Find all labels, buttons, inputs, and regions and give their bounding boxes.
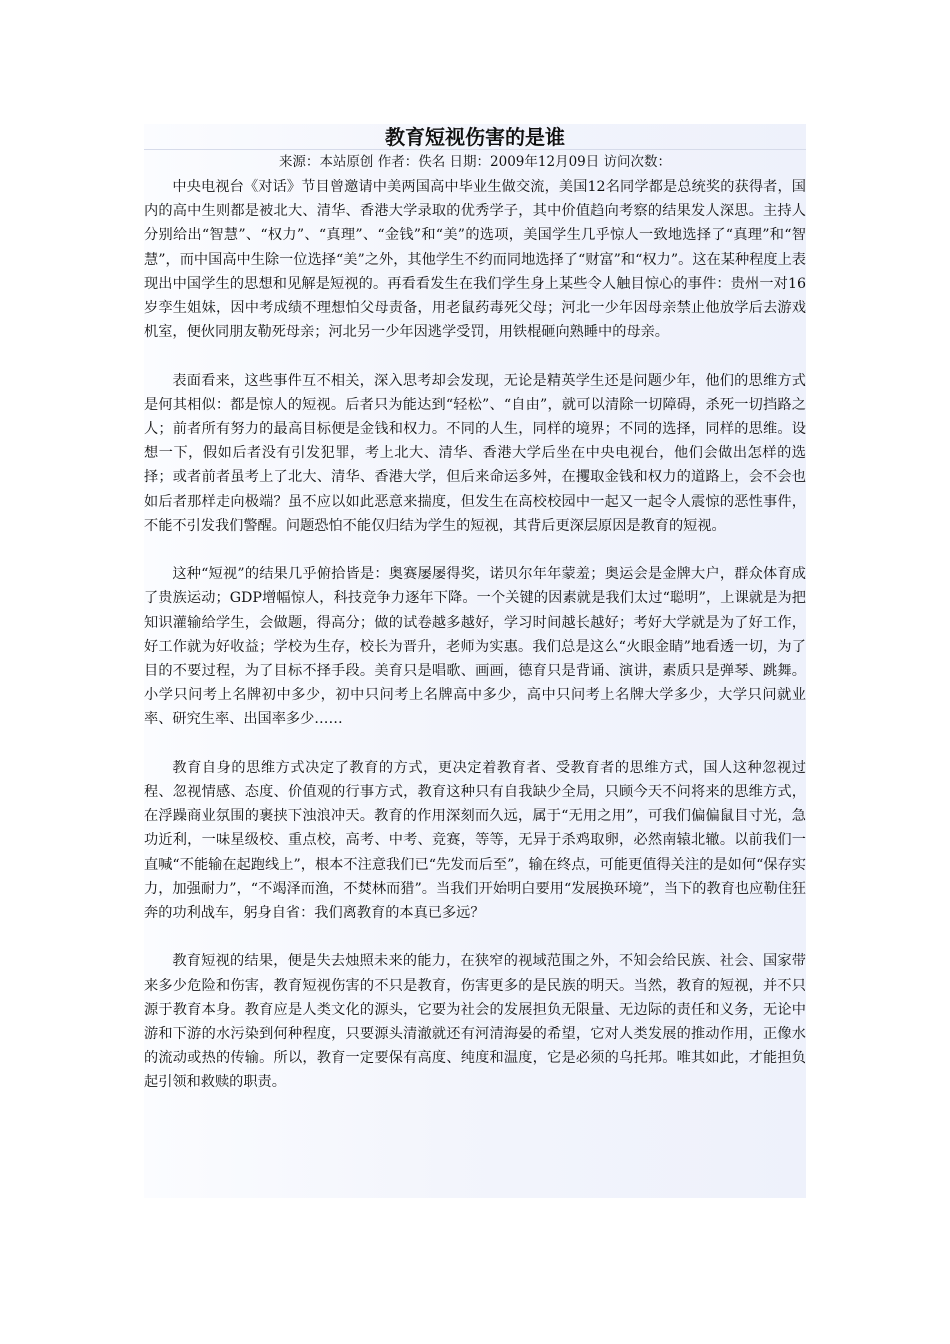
- paragraph-5: 教育短视的结果，便是失去烛照未来的能力，在狭窄的视域范围之外，不知会给民族、社会、国家带来多少危险和伤害，教育短视伤害的不只是教育，伤害更多的是民族的明天。当然，教育的短视，并不只源于教育本身。教育应是人类文化的源头，它要为社会的发展担负无限量、无边际的责任和义务，无论中游和下游的水污染到何种程度，只要源头清澈就还有河清海晏的希望，它对人类发展的推动作用，正像水的流动或热的传输。所以，教育一定要保有高度、纯度和温度，它是必须的乌托邦。唯其如此，才能担负起引领和救赎的职责。: [144, 953, 806, 1091]
- article-title: 教育短视伤害的是谁: [385, 125, 565, 149]
- paragraph-1: 中央电视台《对话》节目曾邀请中美两国高中毕业生做交流，美国12名同学都是总统奖的获得者，国内的高中生则都是被北大、清华、香港大学录取的优秀学子，其中价值趋向考察的结果发人深思。主持人分别给出“智慧”、“权力”、“真理”、“金钱”和“美”的选项，美国学生几乎惊人一致地选择了“真理”和“智慧”，而中国高中生除一位选择“美”之外，其他学生不约而同地选择了“财富”和“权力”。这在某种程度上表现出中国学生的思想和见解是短视的。再看看发生在我们学生身上某些令人触目惊心的事件：贵州一对16岁孪生姐妹，因中考成绩不理想怕父母责备，用老鼠药毒死父母；河北一少年因母亲禁止他放学后去游戏机室，便伙同朋友勒死母亲；河北另一少年因逃学受罚，用铁棍砸向熟睡中的母亲。: [144, 179, 806, 341]
- paragraph-4: 教育自身的思维方式决定了教育的方式，更决定着教育者、受教育者的思维方式，国人这种忽视过程、忽视情感、态度、价值观的行事方式，教育这种只有自我缺少全局，只顾今天不问将来的思维方式，在浮躁商业氛围的裹挟下浊浪冲天。教育的作用深刻而久远，属于“无用之用”，可我们偏偏鼠目寸光，急功近利，一味星级校、重点校，高考、中考、竞赛，等等，无异于杀鸡取卵，必然南辕北辙。以前我们一直喊“不能输在起跑线上”，根本不注意我们已“先发而后至”，输在终点，可能更值得关注的是如何“保存实力，加强耐力”，“不竭泽而渔，不焚林而猎”。当我们开始明白要用“发展换环境”，当下的教育也应勒住狂奔的功利战车，躬身自省：我们离教育的本真已多远？: [144, 759, 806, 922]
- author-label: 作者：: [377, 154, 419, 170]
- article-meta: [144, 151, 806, 173]
- date-label: 日期：: [449, 154, 491, 170]
- author-value: 佚名: [418, 154, 446, 170]
- paragraph-3: 这种“短视”的结果几乎俯拾皆是：奥赛屡屡得奖，诺贝尔年年蒙羞；奥运会是金牌大户，群众体育成了贵族运动；GDP增幅惊人，科技竞争力逐年下降。一个关键的因素就是我们太过“聪明”，上课就是为把知识灌输给学生，会做题，得高分；做的试卷越多越好，学习时间越长越好；考好大学就是为了好工作，好工作就为好收益；学校为生存，校长为晋升，老师为实惠。我们总是这么“火眼金睛”地看透一切，为了目的不要过程，为了目标不择手段。美育只是唱歌、画画，德育只是背诵、演讲，素质只是弹琴、跳舞。小学只问考上名牌初中多少，初中只问考上名牌高中多少，高中只问考上名牌大学多少，大学只问就业率、研究生率、出国率多少……: [144, 566, 806, 728]
- source-label: 来源：: [278, 154, 320, 170]
- article-panel: [144, 124, 806, 1198]
- visits-label: 访问次数：: [603, 154, 672, 170]
- article-body: [144, 175, 806, 1095]
- title-divider: [144, 149, 806, 150]
- paragraph-2: 表面看来，这些事件互不相关，深入思考却会发现，无论是精英学生还是问题少年，他们的思维方式是何其相似：都是惊人的短视。后者只为能达到“轻松”、“自由”，就可以清除一切障碍，杀死一切挡路之人；前者所有努力的最高目标便是金钱和权力。不同的人生，同样的境界；不同的选择，同样的思维。设想一下，假如后者没有引发犯罪，考上北大、清华、香港大学后坐在中央电视台，他们会做出怎样的选择；或者前者虽考上了北大、清华、香港大学，但后来命运多舛，在攫取金钱和权力的道路上，会不会也如后者那样走向极端？虽不应以如此恶意来揣度，但发生在高校校园中一起又一起令人震惊的恶性事件，不能不引发我们警醒。问题恐怕不能仅归结为学生的短视，其背后更深层原因是教育的短视。: [144, 372, 806, 534]
- date-value: 2009年12月09日: [490, 154, 600, 170]
- source-value: 本站原创: [319, 154, 374, 170]
